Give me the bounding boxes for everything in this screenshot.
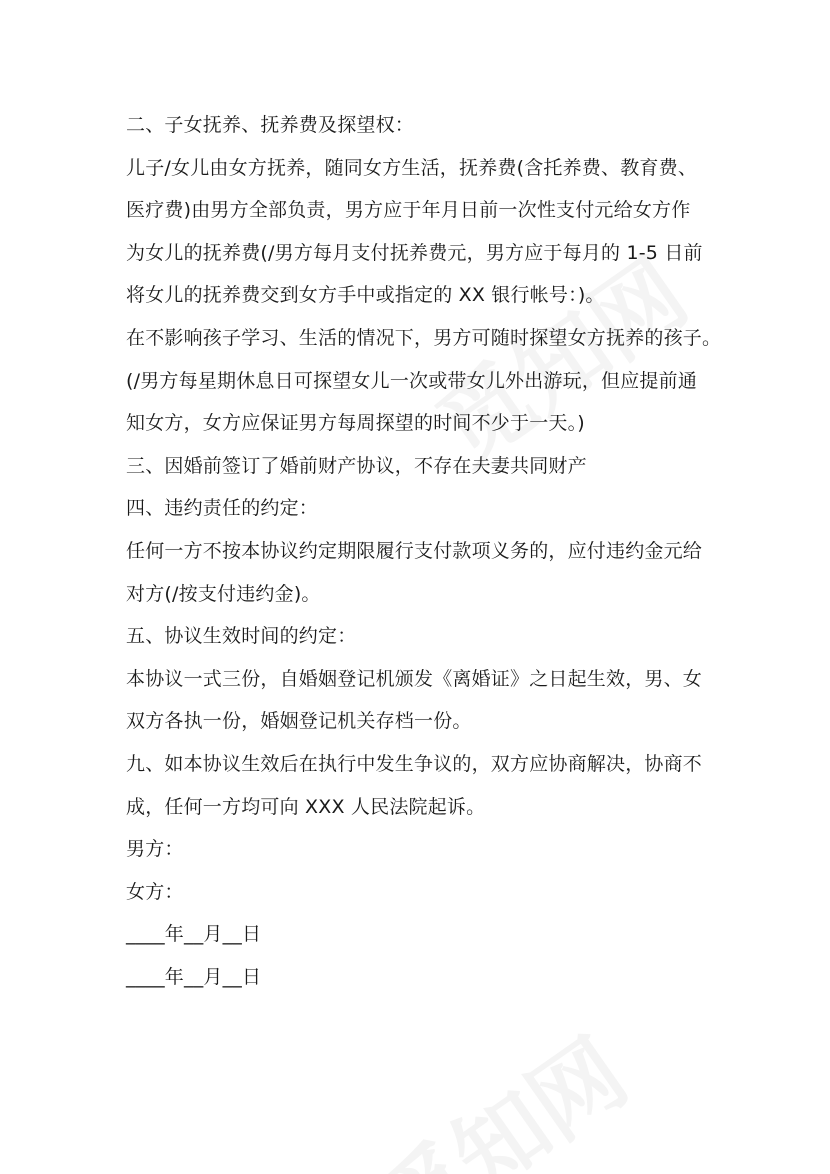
section-heading-breach: 四、违约责任的约定：: [126, 497, 319, 520]
paragraph-line: 对方(/按支付违约金)。: [126, 582, 321, 605]
paragraph-line: 医疗费)由男方全部负责，男方应于年月日前一次性支付元给女方作: [126, 199, 691, 222]
date-line: ____年__月__日: [126, 965, 262, 988]
section-heading-dispute: 九、如本协议生效后在执行中发生争议的，双方应协商解决，协商不: [126, 752, 703, 775]
paragraph-line: 为女儿的抚养费(/男方每月支付抚养费元，男方应于每月的 1-5 日前: [126, 241, 703, 264]
paragraph-line: 任何一方不按本协议约定期限履行支付款项义务的，应付违约金元给: [126, 539, 703, 562]
paragraph-line: 将女儿的抚养费交到女方手中或指定的 XX 银行帐号：)。: [126, 284, 605, 307]
watermark: [347, 1003, 649, 1174]
paragraph-line: (/男方每星期休息日可探望女儿一次或带女儿外出游玩，但应提前通: [126, 369, 698, 392]
date-line: ____年__月__日: [126, 923, 262, 946]
paragraph-line: 在不影响孩子学习、生活的情况下，男方可随时探望女方抚养的孩子。: [126, 326, 722, 349]
paragraph-line: 本协议一式三份，自婚姻登记机颁发《离婚证》之日起生效，男、女: [126, 667, 703, 690]
paragraph-line: 成，任何一方均可向 XXX 人民法院起诉。: [126, 795, 486, 818]
signature-male-party: 男方：: [126, 838, 184, 861]
paragraph-line: 儿子/女儿由女方抚养，随同女方生活，抚养费(含托养费、教育费、: [126, 156, 698, 179]
section-heading-property: 三、因婚前签订了婚前财产协议，不存在夫妻共同财产: [126, 454, 587, 477]
paragraph-line: 知女方，女方应保证男方每周探望的时间不少于一天。): [126, 412, 585, 435]
signature-female-party: 女方：: [126, 880, 184, 903]
document-body: [126, 104, 722, 998]
section-heading-child-custody: 二、子女抚养、抚养费及探望权：: [126, 114, 415, 136]
paragraph-line: 双方各执一份，婚姻登记机关存档一份。: [126, 710, 472, 733]
section-heading-effective-time: 五、协议生效时间的约定：: [126, 625, 357, 648]
